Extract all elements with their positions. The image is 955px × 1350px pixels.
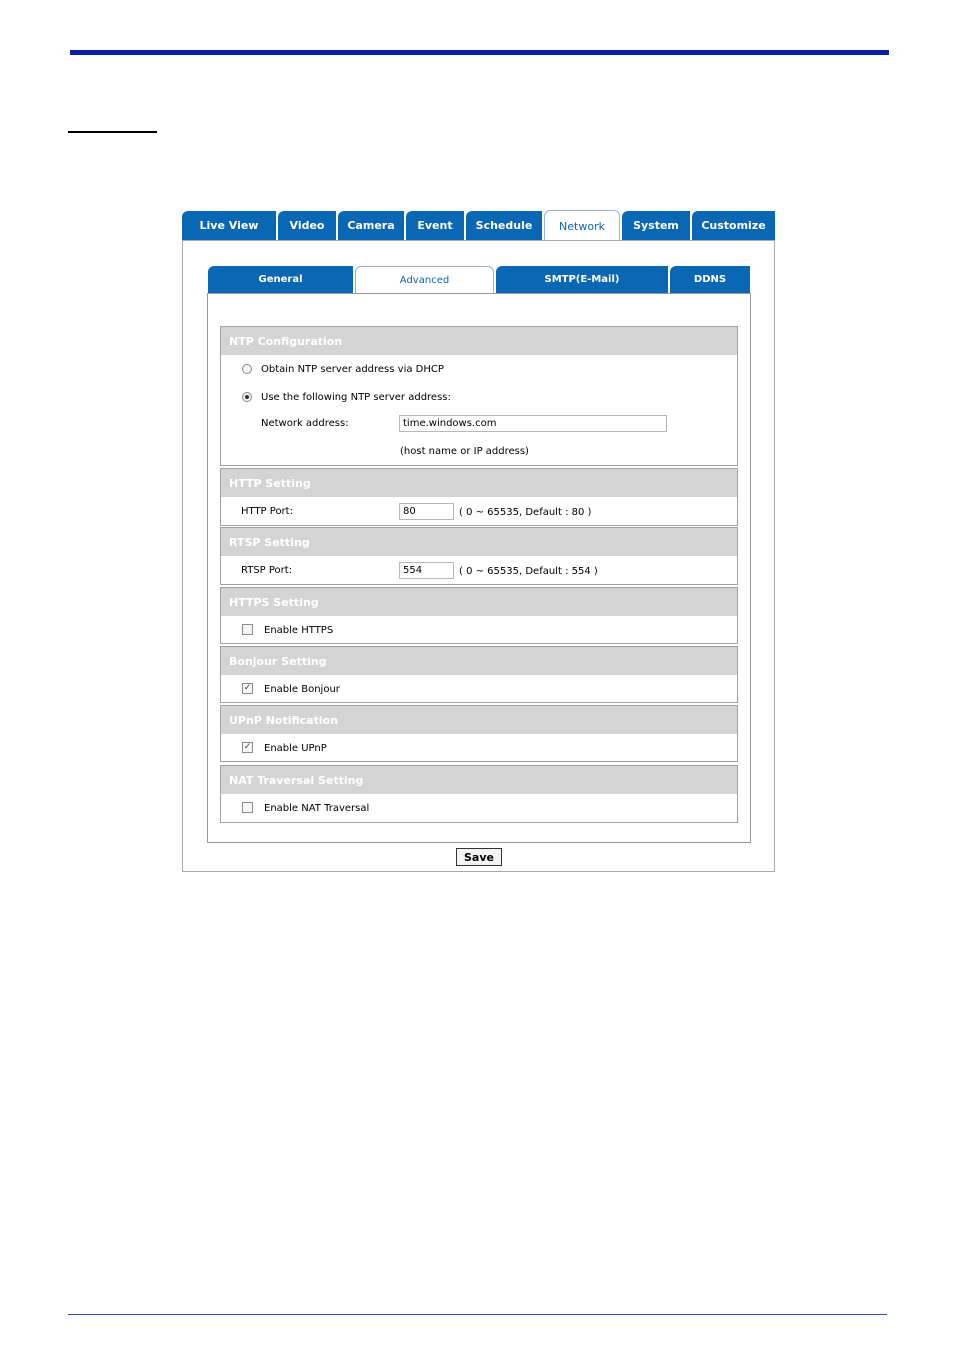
heading-underline — [68, 131, 157, 133]
https-section — [220, 587, 738, 644]
tab-advanced[interactable]: Advanced — [355, 266, 494, 294]
tab-video[interactable]: Video — [278, 211, 336, 240]
http-port-label: HTTP Port: — [241, 506, 293, 517]
https-label: Enable HTTPS — [264, 625, 334, 636]
rtsp-port-range: ( 0 ~ 65535, Default : 554 ) — [459, 566, 598, 577]
section-title: NTP Configuration — [221, 327, 737, 355]
rtsp-port-label: RTSP Port: — [241, 565, 293, 576]
tab-schedule[interactable]: Schedule — [466, 211, 542, 240]
upnp-section — [220, 705, 738, 762]
network-address-label: Network address: — [261, 418, 349, 429]
nat-label: Enable NAT Traversal — [264, 803, 370, 814]
upnp-label: Enable UPnP — [264, 743, 327, 754]
tab-customize[interactable]: Customize — [692, 211, 775, 240]
rtsp-port-input[interactable] — [399, 562, 454, 579]
ntp-manual-label: Use the following NTP server address: — [261, 392, 451, 403]
tab-smtp[interactable]: SMTP(E-Mail) — [496, 266, 668, 293]
bonjour-label: Enable Bonjour — [264, 684, 340, 695]
address-hint: (host name or IP address) — [400, 446, 529, 457]
http-port-range: ( 0 ~ 65535, Default : 80 ) — [459, 507, 592, 518]
tab-event[interactable]: Event — [406, 211, 464, 240]
tab-live-view[interactable]: Live View — [182, 211, 276, 240]
document-footer-rule — [68, 1314, 887, 1315]
section-title: Bonjour Setting — [221, 647, 737, 675]
tab-system[interactable]: System — [622, 211, 690, 240]
section-title: HTTPS Setting — [221, 588, 737, 616]
ntp-dhcp-radio[interactable] — [242, 364, 252, 374]
section-title: NAT Traversal Setting — [221, 766, 737, 794]
main-tab-bar — [182, 210, 775, 240]
section-title: RTSP Setting — [221, 528, 737, 556]
nat-checkbox[interactable] — [242, 802, 253, 813]
section-title: UPnP Notification — [221, 706, 737, 734]
bonjour-section — [220, 646, 738, 703]
save-button[interactable]: Save — [456, 848, 502, 866]
rtsp-section — [220, 527, 738, 585]
ntp-section — [220, 326, 738, 466]
sub-tab-bar — [208, 266, 750, 294]
ntp-dhcp-label: Obtain NTP server address via DHCP — [261, 364, 444, 375]
http-port-input[interactable] — [399, 503, 454, 520]
https-checkbox[interactable] — [242, 624, 253, 635]
advanced-panel — [207, 293, 751, 843]
document-header-rule — [70, 50, 889, 55]
tab-network[interactable]: Network — [544, 210, 620, 241]
ntp-manual-radio[interactable] — [242, 392, 252, 402]
bonjour-checkbox[interactable]: ✓ — [243, 683, 252, 693]
http-section — [220, 468, 738, 526]
tab-general[interactable]: General — [208, 266, 353, 293]
camera-web-ui — [182, 210, 775, 872]
upnp-checkbox[interactable]: ✓ — [243, 742, 252, 752]
section-title: HTTP Setting — [221, 469, 737, 497]
tab-camera[interactable]: Camera — [338, 211, 404, 240]
network-address-input[interactable] — [399, 415, 667, 432]
nat-section — [220, 765, 738, 823]
tab-ddns[interactable]: DDNS — [670, 266, 750, 293]
